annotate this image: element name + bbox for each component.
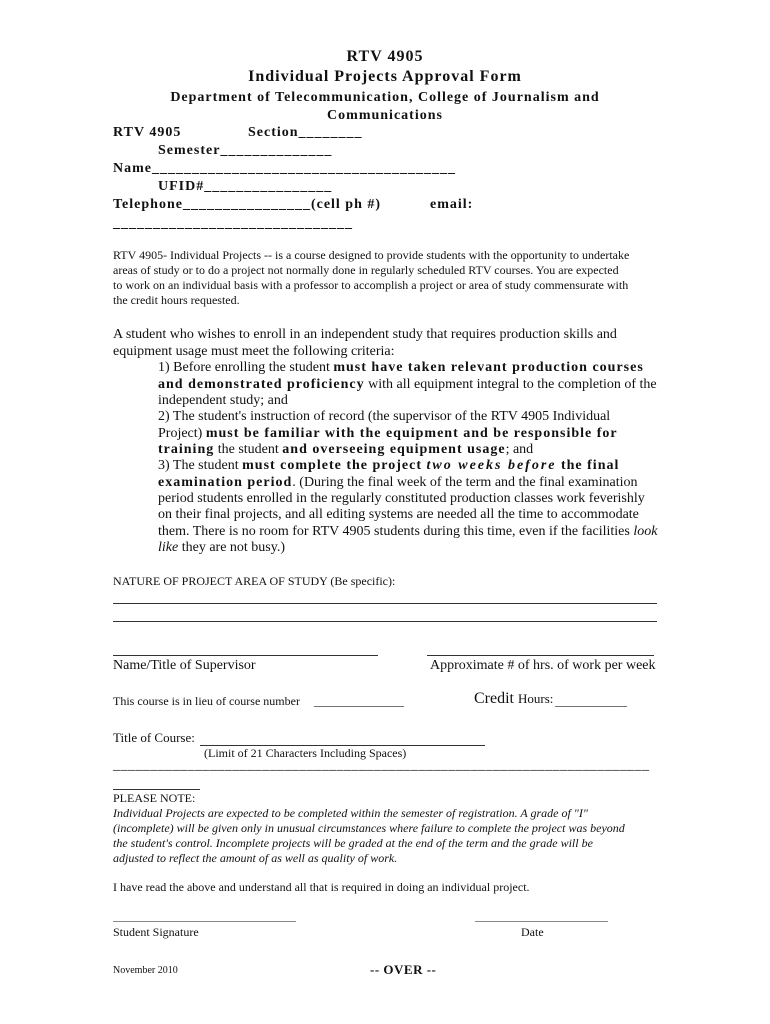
title-of-course-label: Title of Course:	[113, 730, 195, 745]
criterion-1-end: independent study; and	[158, 393, 288, 408]
hours-word: Hours:	[518, 691, 554, 706]
criterion-text: 1) Before enrolling the student	[158, 360, 334, 375]
acknowledgement: I have read the above and understand all that is required in doing an individual project.	[113, 880, 530, 894]
criterion-emphasis: must complete the project	[242, 458, 427, 473]
credit-word: Credit	[474, 690, 514, 707]
intro-line: RTV 4905- Individual Projects -- is a course designed to provide students with the opportunity to undertake	[113, 248, 630, 262]
credit-label	[474, 690, 553, 708]
criterion-2-cont	[158, 426, 618, 443]
criterion-3-cont: on their final projects, and all editing systems are needed all the time to accommodate	[158, 507, 639, 522]
criterion-text: 3) The student	[158, 458, 243, 473]
criterion-emphasis: must have taken relevant production courses	[333, 360, 644, 375]
criterion-text: with all equipment integral to the completion of the	[364, 377, 657, 392]
criterion-text: Project)	[158, 426, 206, 441]
criterion-emphasis: must be familiar with the equipment and be responsible for	[205, 426, 618, 441]
hours-line[interactable]	[427, 655, 654, 656]
over-indicator: -- OVER --	[370, 962, 437, 977]
intro-line: areas of study or to do a project not normally done in regularly scheduled RTV courses. You are expected	[113, 263, 619, 277]
criterion-emphasis: and overseeing equipment usage	[282, 442, 506, 457]
divider	[113, 789, 200, 790]
criterion-1	[158, 360, 644, 377]
criterion-text: . (During the final week of the term and the final examination	[292, 475, 638, 490]
course-heading: RTV 4905	[346, 48, 424, 65]
lieu-course-field[interactable]: _______________	[314, 694, 404, 708]
signature-line[interactable]	[113, 921, 296, 922]
criterion-3-cont	[158, 475, 638, 492]
criterion-italic: like	[158, 540, 179, 555]
department-line-1: Department of Telecommunication, College of Journalism and	[170, 90, 600, 105]
criterion-3-cont	[158, 524, 657, 541]
criterion-2-end	[158, 442, 533, 459]
semester-field[interactable]: Semester______________	[158, 143, 333, 158]
department-line-2: Communications	[327, 108, 443, 123]
criteria-lead: equipment usage must meet the following criteria:	[113, 344, 395, 359]
credit-hours-field[interactable]: ____________	[555, 694, 627, 708]
criterion-text: them. There is no room for RTV 4905 students during this time, even if the facilities	[158, 524, 634, 539]
criterion-emphasis: the final	[556, 458, 620, 473]
criterion-3-cont: period students enrolled in the regularly constituted production classes work feverishly	[158, 491, 645, 506]
note-line: adjusted to reflect the amount of as well as quality of work.	[113, 851, 398, 865]
supervisor-label: Name/Title of Supervisor	[113, 658, 256, 673]
signature-label: Student Signature	[113, 925, 199, 939]
criterion-2: 2) The student's instruction of record (the supervisor of the RTV 4905 Individual	[158, 409, 611, 424]
note-line: (incomplete) will be given only in unusual circumstances where failure to complete the project was beyond	[113, 821, 625, 835]
criterion-3	[158, 458, 619, 475]
intro-line: the credit hours requested.	[113, 293, 240, 307]
date-line[interactable]	[475, 921, 608, 922]
criterion-emphasis: training	[158, 442, 215, 457]
criterion-emphasis: examination period	[158, 475, 293, 490]
nature-line-2[interactable]	[113, 621, 657, 622]
criterion-emphasis: two weeks before	[426, 458, 557, 473]
name-field[interactable]: Name______________________________________	[113, 161, 456, 176]
criterion-emphasis: and demonstrated proficiency	[158, 377, 365, 392]
note-heading: PLEASE NOTE:	[113, 791, 196, 805]
note-line: Individual Projects are expected to be completed within the semester of registration. A grade of "I"	[113, 806, 588, 820]
date-label: Date	[521, 925, 544, 939]
nature-label: NATURE OF PROJECT AREA OF STUDY (Be specific):	[113, 574, 396, 588]
telephone-field[interactable]: Telephone________________(cell ph #)	[113, 197, 382, 212]
lieu-label: This course is in lieu of course number	[113, 694, 300, 708]
email-field[interactable]: ______________________________	[113, 216, 353, 231]
hours-label: Approximate # of hrs. of work per week	[430, 658, 656, 673]
nature-line-1[interactable]	[113, 603, 657, 604]
separator-line: ________________________________________________________________________	[113, 758, 650, 773]
section-field[interactable]: Section________	[248, 125, 363, 140]
supervisor-line[interactable]	[113, 655, 378, 656]
intro-line: to work on an individual basis with a professor to accomplish a project or area of study commensurate with	[113, 278, 629, 292]
criterion-text: they are not busy.)	[178, 540, 286, 555]
criterion-text: the student	[214, 442, 283, 457]
form-title: Individual Projects Approval Form	[248, 68, 522, 85]
course-label: RTV 4905	[113, 125, 182, 140]
footer-date: November 2010	[113, 965, 178, 976]
note-line: the student's control. Incomplete projects will be graded at the end of the term and the grade will be	[113, 836, 593, 850]
criterion-italic: look	[633, 524, 658, 539]
criterion-text: ; and	[505, 442, 534, 457]
criteria-lead: A student who wishes to enroll in an independent study that requires production skills and	[113, 327, 617, 342]
criterion-1-cont	[158, 377, 657, 394]
email-label: email:	[430, 197, 474, 212]
title-limit-note: (Limit of 21 Characters Including Spaces)	[204, 746, 407, 760]
ufid-field[interactable]: UFID#________________	[158, 179, 333, 194]
criterion-3-end	[158, 540, 285, 557]
